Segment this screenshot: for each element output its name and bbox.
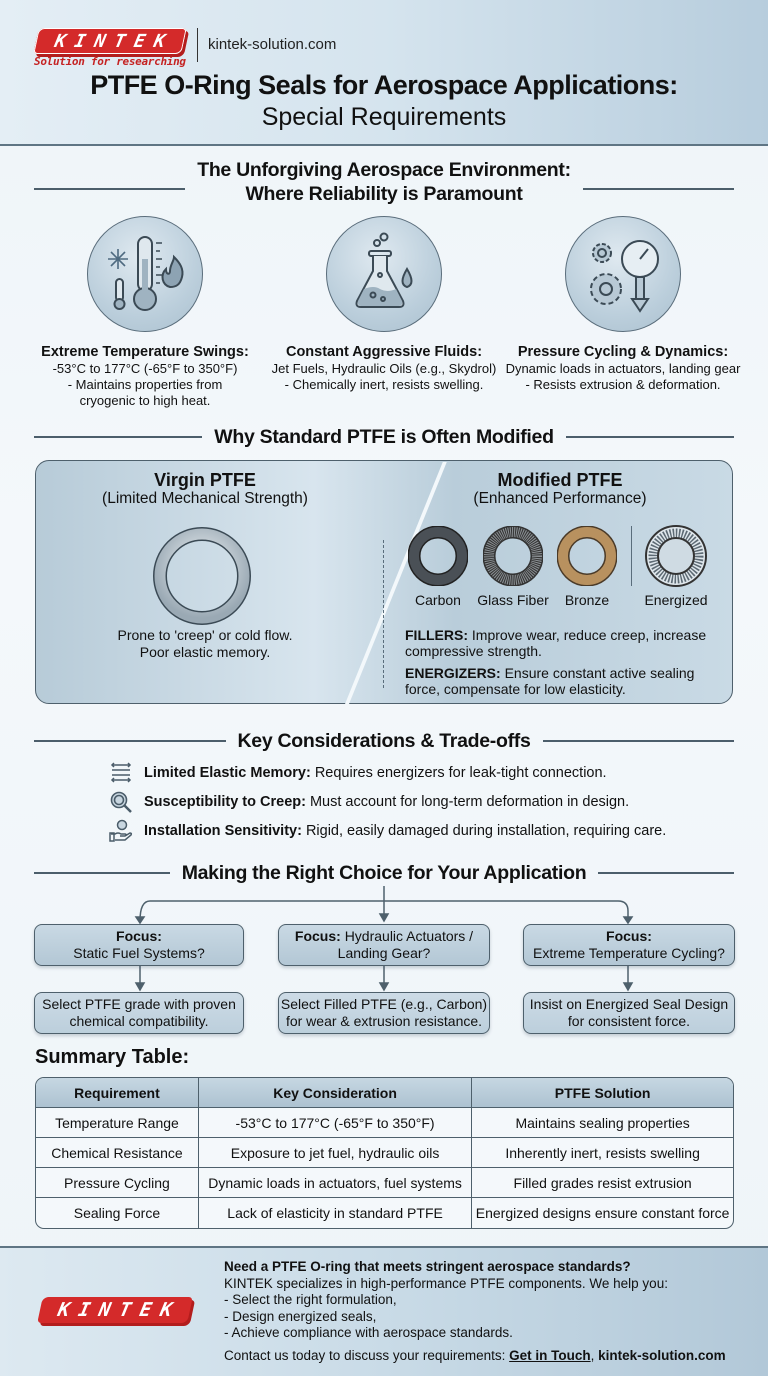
table-cell: Filled grades resist extrusion [472,1168,733,1198]
column-header: PTFE Solution [472,1078,733,1108]
summary-table [35,1077,734,1229]
env-item-title: Pressure Cycling & Dynamics: [517,344,729,360]
separator: , [590,1347,599,1363]
fillers-label: FILLERS: [405,627,468,643]
table-cell: Sealing Force [36,1198,199,1228]
summary-title: Summary Table: [35,1046,190,1068]
result-text: for wear & extrusion resistance. [285,1013,483,1029]
focus-text-line: Landing Gear? [337,945,431,961]
env-item-line: cryogenic to high heat. [79,393,211,408]
focus-text: Static Fuel Systems? [73,945,205,961]
heading-line-1: The Unforgiving Aerospace Environment: [197,159,571,181]
page-subtitle: Special Requirements [261,103,507,131]
table-cell: Exposure to jet fuel, hydraulic oils [199,1138,472,1168]
env-item-line: - Chemically inert, resists swelling. [284,377,484,392]
section-heading-text: Why Standard PTFE is Often Modified [214,426,554,448]
page-title: PTFE O-Ring Seals for Aerospace Applications: [90,70,678,100]
column-header: Key Consideration [199,1078,472,1108]
table-row [36,1108,733,1138]
desc-line: Poor elastic memory. [139,644,271,660]
focus-label: Focus: [606,928,652,944]
focus-box-temperature [523,924,735,966]
footer-kintek-logo[interactable] [37,1297,193,1323]
focus-label: Focus: [116,928,162,944]
focus-text: Extreme Temperature Cycling? [533,945,725,961]
result-text: for consistent force. [567,1013,691,1029]
column-header: Requirement [36,1078,199,1108]
table-cell: Maintains sealing properties [472,1108,733,1138]
section-heading-text: Making the Right Choice for Your Application [181,862,587,884]
env-item-line: - Maintains properties from [67,377,223,392]
logo-text: KINTEK [55,1299,184,1321]
website-link[interactable]: kintek-solution.com [208,36,337,53]
focus-text [295,928,473,945]
footer-cta-text [224,1259,726,1364]
table-cell: Temperature Range [36,1108,199,1138]
footer-intro: KINTEK specializes in high-performance PTFE components. We help you: [224,1275,668,1291]
section-heading-text: Key Considerations & Trade-offs [237,730,531,752]
env-item-line: Jet Fuels, Hydraulic Oils (e.g., Skydrol) [271,361,497,376]
result-text: chemical compatibility. [69,1013,209,1029]
footer-contact-line [224,1348,726,1365]
footer-bullet: - Select the right formulation, [224,1292,397,1307]
table-header-row [36,1078,733,1108]
consideration-body: Requires energizers for leak-tight connection. [310,765,607,781]
consideration-body: Must account for long-term deformation in design. [305,794,630,810]
footer-bullet: - Achieve compliance with aerospace standards. [224,1325,513,1340]
table-cell: -53°C to 177°C (-65°F to 350°F) [199,1108,472,1138]
table-cell: Pressure Cycling [36,1168,199,1198]
consideration-body: Rigid, easily damaged during installation, requiring care. [301,823,667,839]
modified-ptfe-title: Modified PTFE [497,470,623,490]
consideration-label: Installation Sensitivity: [144,823,302,839]
result-box-hydraulic [278,992,490,1034]
env-item-line: - Resists extrusion & deformation. [525,377,721,392]
table-cell: Dynamic loads in actuators, fuel systems [199,1168,472,1198]
footer-domain-link[interactable]: kintek-solution.com [598,1347,726,1363]
consideration-label: Limited Elastic Memory: [144,765,311,781]
focus-label: Focus: [294,928,341,944]
env-item-line: -53°C to 177°C (-65°F to 350°F) [52,361,238,376]
result-text: Select PTFE grade with proven [42,996,236,1012]
contact-text: Contact us today to discuss your requirements: [224,1347,510,1363]
focus-box-static-fuel [34,924,244,966]
ring-label-glass-fiber: Glass Fiber [477,592,549,608]
result-box-static-fuel [34,992,244,1034]
table-row [36,1168,733,1198]
focus-box-hydraulic [278,924,490,966]
ring-label-energized: Energized [644,592,708,608]
result-text: Insist on Energized Seal Design [529,996,729,1012]
env-item-title: Extreme Temperature Swings: [41,344,249,360]
consideration-label: Susceptibility to Creep: [144,794,306,810]
env-item-line: Dynamic loads in actuators, landing gear [505,361,741,376]
get-in-touch-link[interactable]: Get in Touch [509,1347,591,1363]
env-item-title: Constant Aggressive Fluids: [285,344,483,360]
energizers-text: Ensure constant active sealing force, compensate for low elasticity. [405,665,695,697]
virgin-ptfe-subtitle: (Limited Mechanical Strength) [102,490,308,507]
logo-text: KINTEK [52,30,177,52]
table-cell: Lack of elasticity in standard PTFE [199,1198,472,1228]
footer-question: Need a PTFE O-ring that meets stringent aerospace standards? [224,1259,631,1274]
table-row [36,1198,733,1228]
fillers-text: Improve wear, reduce creep, increase compressive strength. [405,627,707,659]
focus-text-line: Hydraulic Actuators / [344,928,474,944]
heading-line-2: Where Reliability is Paramount [245,183,523,205]
energizers-label: ENERGIZERS: [405,665,501,681]
desc-line: Prone to 'creep' or cold flow. [117,627,293,643]
modified-ptfe-subtitle: (Enhanced Performance) [473,490,647,507]
footer-bullet: - Design energized seals, [224,1308,377,1324]
table-row [36,1138,733,1168]
virgin-ptfe-title: Virgin PTFE [154,470,256,490]
result-text: Select Filled PTFE (e.g., Carbon) [280,996,488,1012]
logo-tagline: Solution for researching [34,55,186,68]
table-cell: Inherently inert, resists swelling [472,1138,733,1168]
result-box-temperature [523,992,735,1034]
table-cell: Chemical Resistance [36,1138,199,1168]
table-cell: Energized designs ensure constant force [475,1205,730,1221]
ring-label-carbon: Carbon [415,592,461,608]
ring-label-bronze: Bronze [564,592,610,608]
